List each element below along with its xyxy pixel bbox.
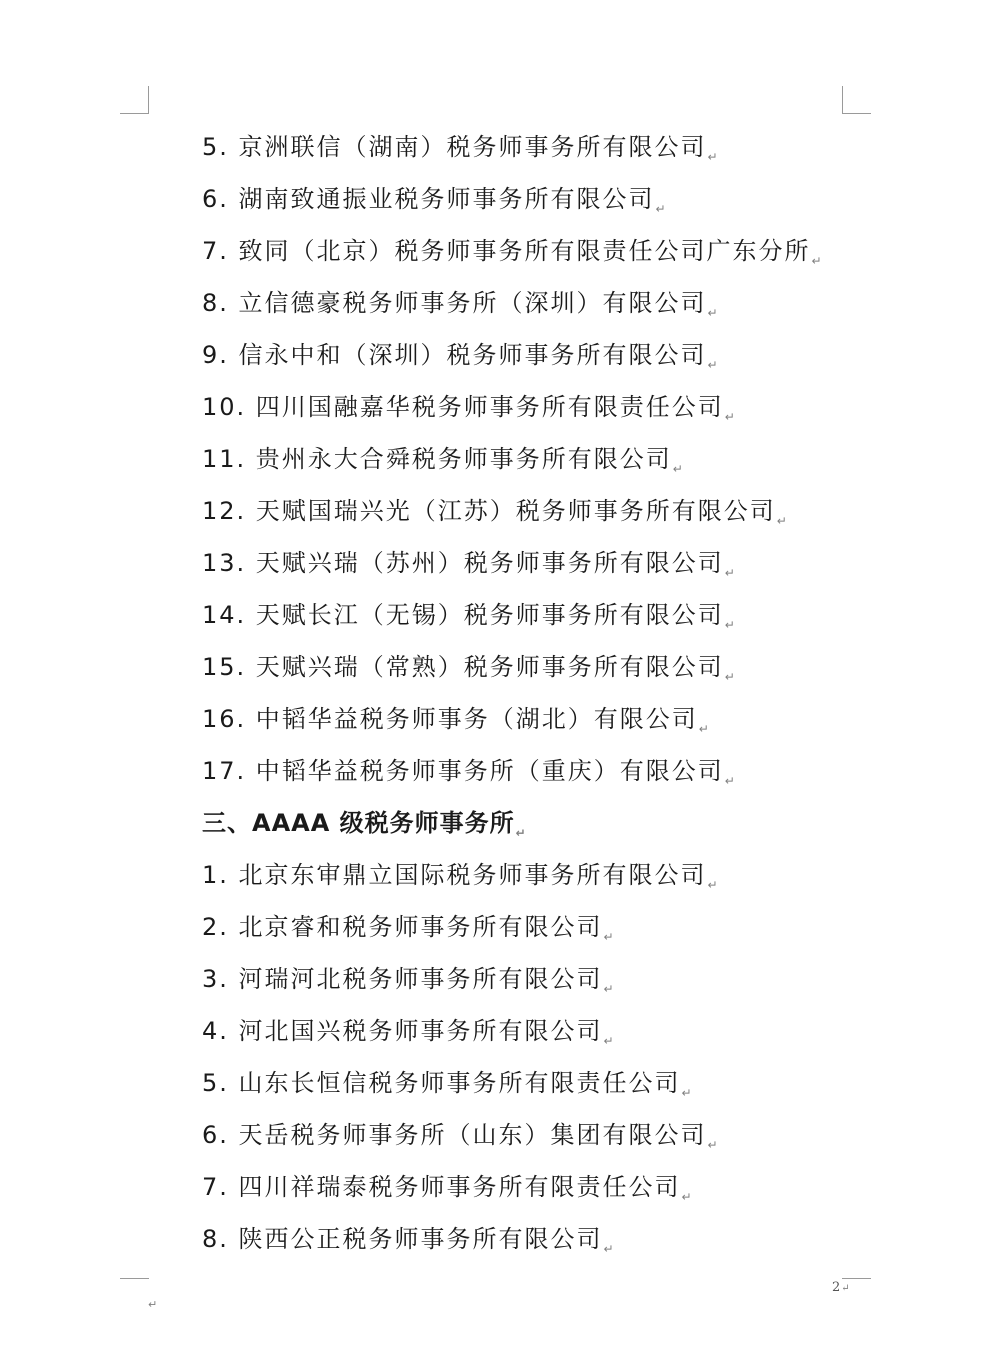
paragraph-mark: ↵ — [672, 462, 683, 476]
paragraph-mark: ↵ — [724, 410, 735, 424]
crop-mark-bottom-right — [842, 1278, 871, 1279]
list-item: 1. 北京东审鼎立国际税务师事务所有限公司$_↵$ — [202, 861, 718, 892]
list-item: 9. 信永中和（深圳）税务师事务所有限公司$_↵$ — [202, 341, 718, 372]
paragraph-mark: ↵ — [707, 306, 718, 320]
list-item: 6. 天岳税务师事务所（山东）集团有限公司$_↵$ — [202, 1121, 718, 1152]
list-item: 2. 北京睿和税务师事务所有限公司$_↵$ — [202, 913, 614, 944]
paragraph-mark: ↵ — [681, 1086, 692, 1100]
crop-mark-top-left-horizontal — [120, 113, 149, 114]
list-item: 7. 致同（北京）税务师事务所有限责任公司广东分所$_↵$ — [202, 237, 822, 268]
paragraph-mark: ↵ — [655, 202, 666, 216]
paragraph-mark: ↵ — [841, 1283, 850, 1294]
paragraph-mark: ↵ — [707, 878, 718, 892]
list-item: 14. 天赋长江（无锡）税务师事务所有限公司$_↵$ — [202, 601, 735, 632]
footer-paragraph-mark: ↵ — [148, 1298, 158, 1311]
crop-mark-top-right-vertical — [842, 86, 843, 114]
list-item: 15. 天赋兴瑞（常熟）税务师事务所有限公司$_↵$ — [202, 653, 735, 684]
list-item: 12. 天赋国瑞兴光（江苏）税务师事务所有限公司$_↵$ — [202, 497, 787, 528]
paragraph-mark: ↵ — [603, 982, 614, 996]
section-heading: 三、AAAA 级税务师事务所$_↵$ — [202, 809, 526, 840]
list-item: 10. 四川国融嘉华税务师事务所有限责任公司$_↵$ — [202, 393, 735, 424]
list-item: 7. 四川祥瑞泰税务师事务所有限责任公司$_↵$ — [202, 1173, 692, 1204]
paragraph-mark: ↵ — [707, 150, 718, 164]
list-item: 5. 京洲联信（湖南）税务师事务所有限公司$_↵$ — [202, 133, 718, 164]
paragraph-mark: ↵ — [776, 514, 787, 528]
list-item: 3. 河瑞河北税务师事务所有限公司$_↵$ — [202, 965, 614, 996]
list-item: 16. 中韬华益税务师事务（湖北）有限公司$_↵$ — [202, 705, 709, 736]
paragraph-mark: ↵ — [698, 722, 709, 736]
paragraph-mark: ↵ — [724, 566, 735, 580]
list-item: 11. 贵州永大合舜税务师事务所有限公司$_↵$ — [202, 445, 683, 476]
paragraph-mark: ↵ — [603, 930, 614, 944]
paragraph-mark: ↵ — [515, 826, 526, 840]
crop-mark-top-left-vertical — [148, 86, 149, 114]
paragraph-mark: ↵ — [811, 254, 822, 268]
paragraph-mark: ↵ — [724, 774, 735, 788]
paragraph-mark: ↵ — [603, 1034, 614, 1048]
crop-mark-top-right-horizontal — [842, 113, 871, 114]
paragraph-mark: ↵ — [603, 1242, 614, 1256]
paragraph-mark: ↵ — [681, 1190, 692, 1204]
list-item: 6. 湖南致通振业税务师事务所有限公司$_↵$ — [202, 185, 666, 216]
list-item: 17. 中韬华益税务师事务所（重庆）有限公司$_↵$ — [202, 757, 735, 788]
paragraph-mark: ↵ — [724, 618, 735, 632]
paragraph-mark: ↵ — [724, 670, 735, 684]
list-item: 5. 山东长恒信税务师事务所有限责任公司$_↵$ — [202, 1069, 692, 1100]
list-item: 13. 天赋兴瑞（苏州）税务师事务所有限公司$_↵$ — [202, 549, 735, 580]
page-number: 2↵ — [832, 1280, 850, 1295]
list-item: 8. 陕西公正税务师事务所有限公司$_↵$ — [202, 1225, 614, 1256]
list-item: 8. 立信德豪税务师事务所（深圳）有限公司$_↵$ — [202, 289, 718, 320]
paragraph-mark: ↵ — [707, 1138, 718, 1152]
document-body[interactable] — [202, 121, 862, 1265]
list-item: 4. 河北国兴税务师事务所有限公司$_↵$ — [202, 1017, 614, 1048]
crop-mark-bottom-left — [120, 1278, 149, 1279]
paragraph-mark: ↵ — [707, 358, 718, 372]
